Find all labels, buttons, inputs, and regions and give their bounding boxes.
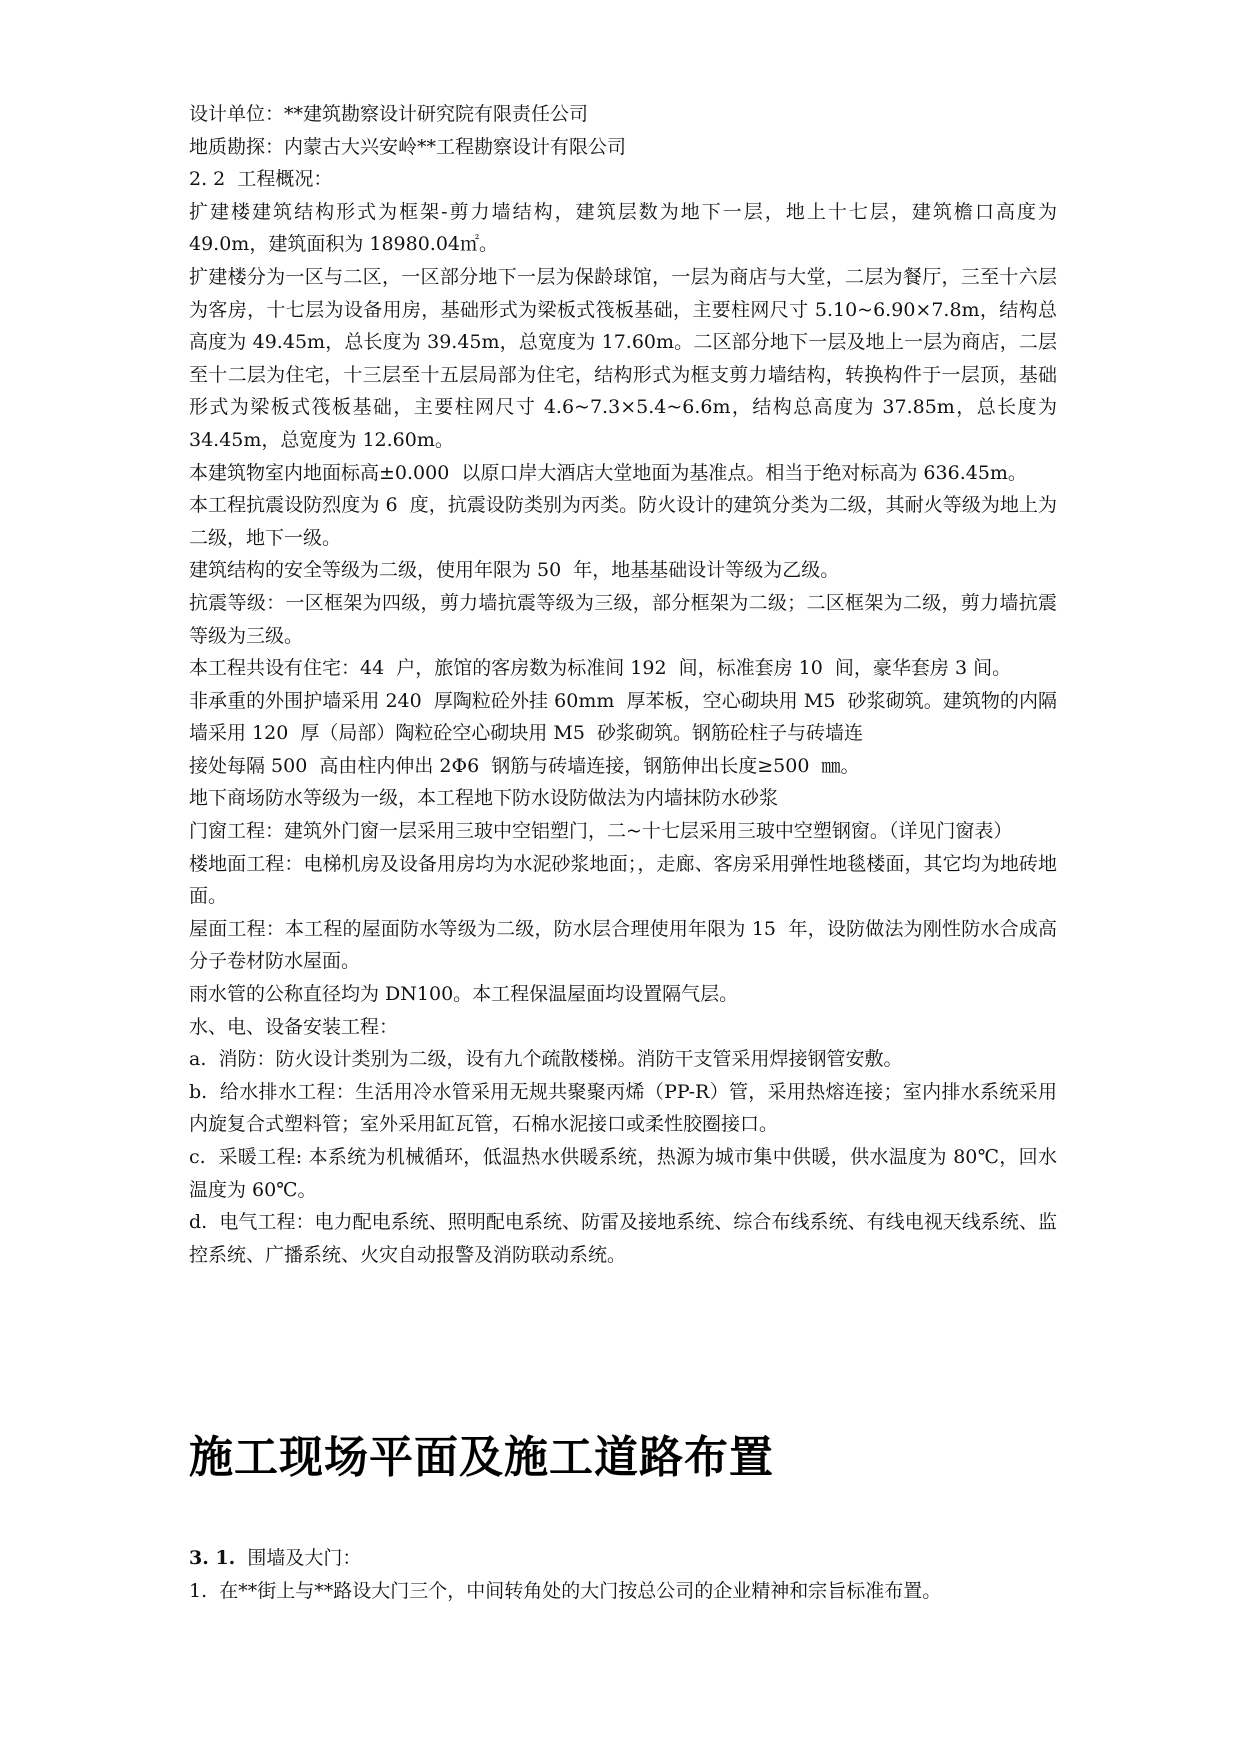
- doors-windows-paragraph: 门窗工程：建筑外门窗一层采用三玻中空铝塑门，二~十七层采用三玻中空塑钢窗。（详见门窗表）: [189, 820, 1013, 843]
- project-overview-body: [189, 98, 1064, 1271]
- gate-item-1: 1. 在**街上与**路设大门三个，中间转角处的大门按总公司的企业精神和宗旨标准布置。: [189, 1579, 942, 1602]
- mep-heading: 水、电、设备安装工程：: [189, 1015, 399, 1038]
- safety-grade-paragraph: 建筑结构的安全等级为二级，使用年限为 50 年，地基基础设计等级为乙级。: [189, 559, 840, 582]
- seismic-grade-paragraph: 抗震等级：一区框架为四级，剪力墙抗震等级为三级，部分框架为二级；二区框架为二级，剪力墙抗震等级为三级。: [189, 591, 1057, 647]
- design-unit-line: 设计单位：**建筑勘察设计研究院有限责任公司: [189, 103, 589, 125]
- electrical-item: d. 电气工程：电力配电系统、照明配电系统、防雷及接地系统、综合布线系统、有线电视天线系统、监控系统、广播系统、火灾自动报警及消防联动系统。: [189, 1211, 1057, 1266]
- seismic-fire-paragraph: 本工程抗震设防烈度为 6 度，抗震设防类别为丙类。防火设计的建筑分类为二级，其耐火等级为地上为二级，地下一级。: [189, 494, 1057, 549]
- section-3-body: [189, 1542, 1057, 1607]
- subsection-3-1-title: 围墙及大门：: [235, 1547, 362, 1569]
- section-title: 施工现场平面及施工道路布置: [189, 1432, 774, 1483]
- plumbing-item: b. 给水排水工程：生活用冷水管采用无规共聚聚丙烯（PP-R）管，采用热熔连接；室内排水系统采用内旋复合式塑料管；室外采用缸瓦管，石棉水泥接口或柔性胶圈接口。: [189, 1080, 1057, 1136]
- rebar-connection-paragraph: 接处每隔 500 高由柱内伸出 2Φ6 钢筋与砖墙连接，钢筋伸出长度≥500 ㎜。: [189, 754, 860, 777]
- fire-protection-item: a. 消防：防火设计类别为二级，设有九个疏散楼梯。消防干支管采用焊接钢管安敷。: [189, 1048, 903, 1071]
- subsection-3-1-heading: [189, 1542, 1057, 1575]
- building-structure-paragraph: 扩建楼建筑结构形式为框架-剪力墙结构，建筑层数为地下一层，地上十七层，建筑檐口高度为 49.0m，建筑面积为 18980.04㎡。: [189, 200, 1064, 256]
- zones-description-paragraph: 扩建楼分为一区与二区，一区部分地下一层为保龄球馆，一层为商店与大堂，二层为餐厅，三至十六层为客房，十七层为设备用房，基础形式为梁板式筏板基础，主要柱网尺寸 5.10~6.90×7.8m，结构总高度为 49.45m，总长度为 39.45m，总宽度为 17.60m。二区部分地下一层及地上一层为商店，二层至十二层为住宅，十三层至十五层局部为住宅，结构形式为框支剪力墙结构，转换构件于一层顶，基础形式为梁板式筏板基础，主要柱网尺寸 4.6~7.3×5.4~6.6m，结构总高度为 37.85m，总长度为 34.45m，总宽度为 12.60m。: [189, 265, 1064, 451]
- rooms-count-paragraph: 本工程共设有住宅：44 户，旅馆的客房数为标准间 192 间，标准套房 10 间，豪华套房 3 间。: [189, 657, 1012, 680]
- elevation-paragraph: 本建筑物室内地面标高±0.000 以原口岸大酒店大堂地面为基准点。相当于绝对标高为 636.45m。: [189, 461, 1027, 484]
- wall-materials-paragraph: 非承重的外围护墙采用 240 厚陶粒砼外挂 60mm 厚苯板，空心砌块用 M5 砂浆砌筑。建筑物的内隔墙采用 120 厚（局部）陶粒砼空心砌块用 M5 砂浆砌筑。钢筋砼柱子与砖墙连: [189, 689, 1057, 745]
- heating-item: c. 采暖工程: 本系统为机械循环，低温热水供暖系统，热源为城市集中供暖，供水温度为 80℃，回水温度为 60℃。: [189, 1146, 1057, 1201]
- waterproof-basement-paragraph: 地下商场防水等级为一级，本工程地下防水设防做法为内墙抹防水砂浆: [189, 787, 779, 810]
- subsection-3-1-number: 3. 1.: [189, 1547, 236, 1569]
- geology-survey-line: 地质勘探：内蒙古大兴安岭**工程勘察设计有限公司: [189, 135, 627, 158]
- rain-pipe-paragraph: 雨水管的公称直径均为 DN100。本工程保温屋面均设置隔气层。: [189, 983, 739, 1006]
- section-2-2-heading: 2. 2 工程概况：: [189, 168, 333, 191]
- roof-works-paragraph: 屋面工程：本工程的屋面防水等级为二级，防水层合理使用年限为 15 年，设防做法为刚性防水合成高分子卷材防水屋面。: [189, 917, 1057, 973]
- floor-works-paragraph: 楼地面工程：电梯机房及设备用房均为水泥砂浆地面；，走廊、客房采用弹性地毯楼面，其它均为地砖地面。: [189, 852, 1057, 908]
